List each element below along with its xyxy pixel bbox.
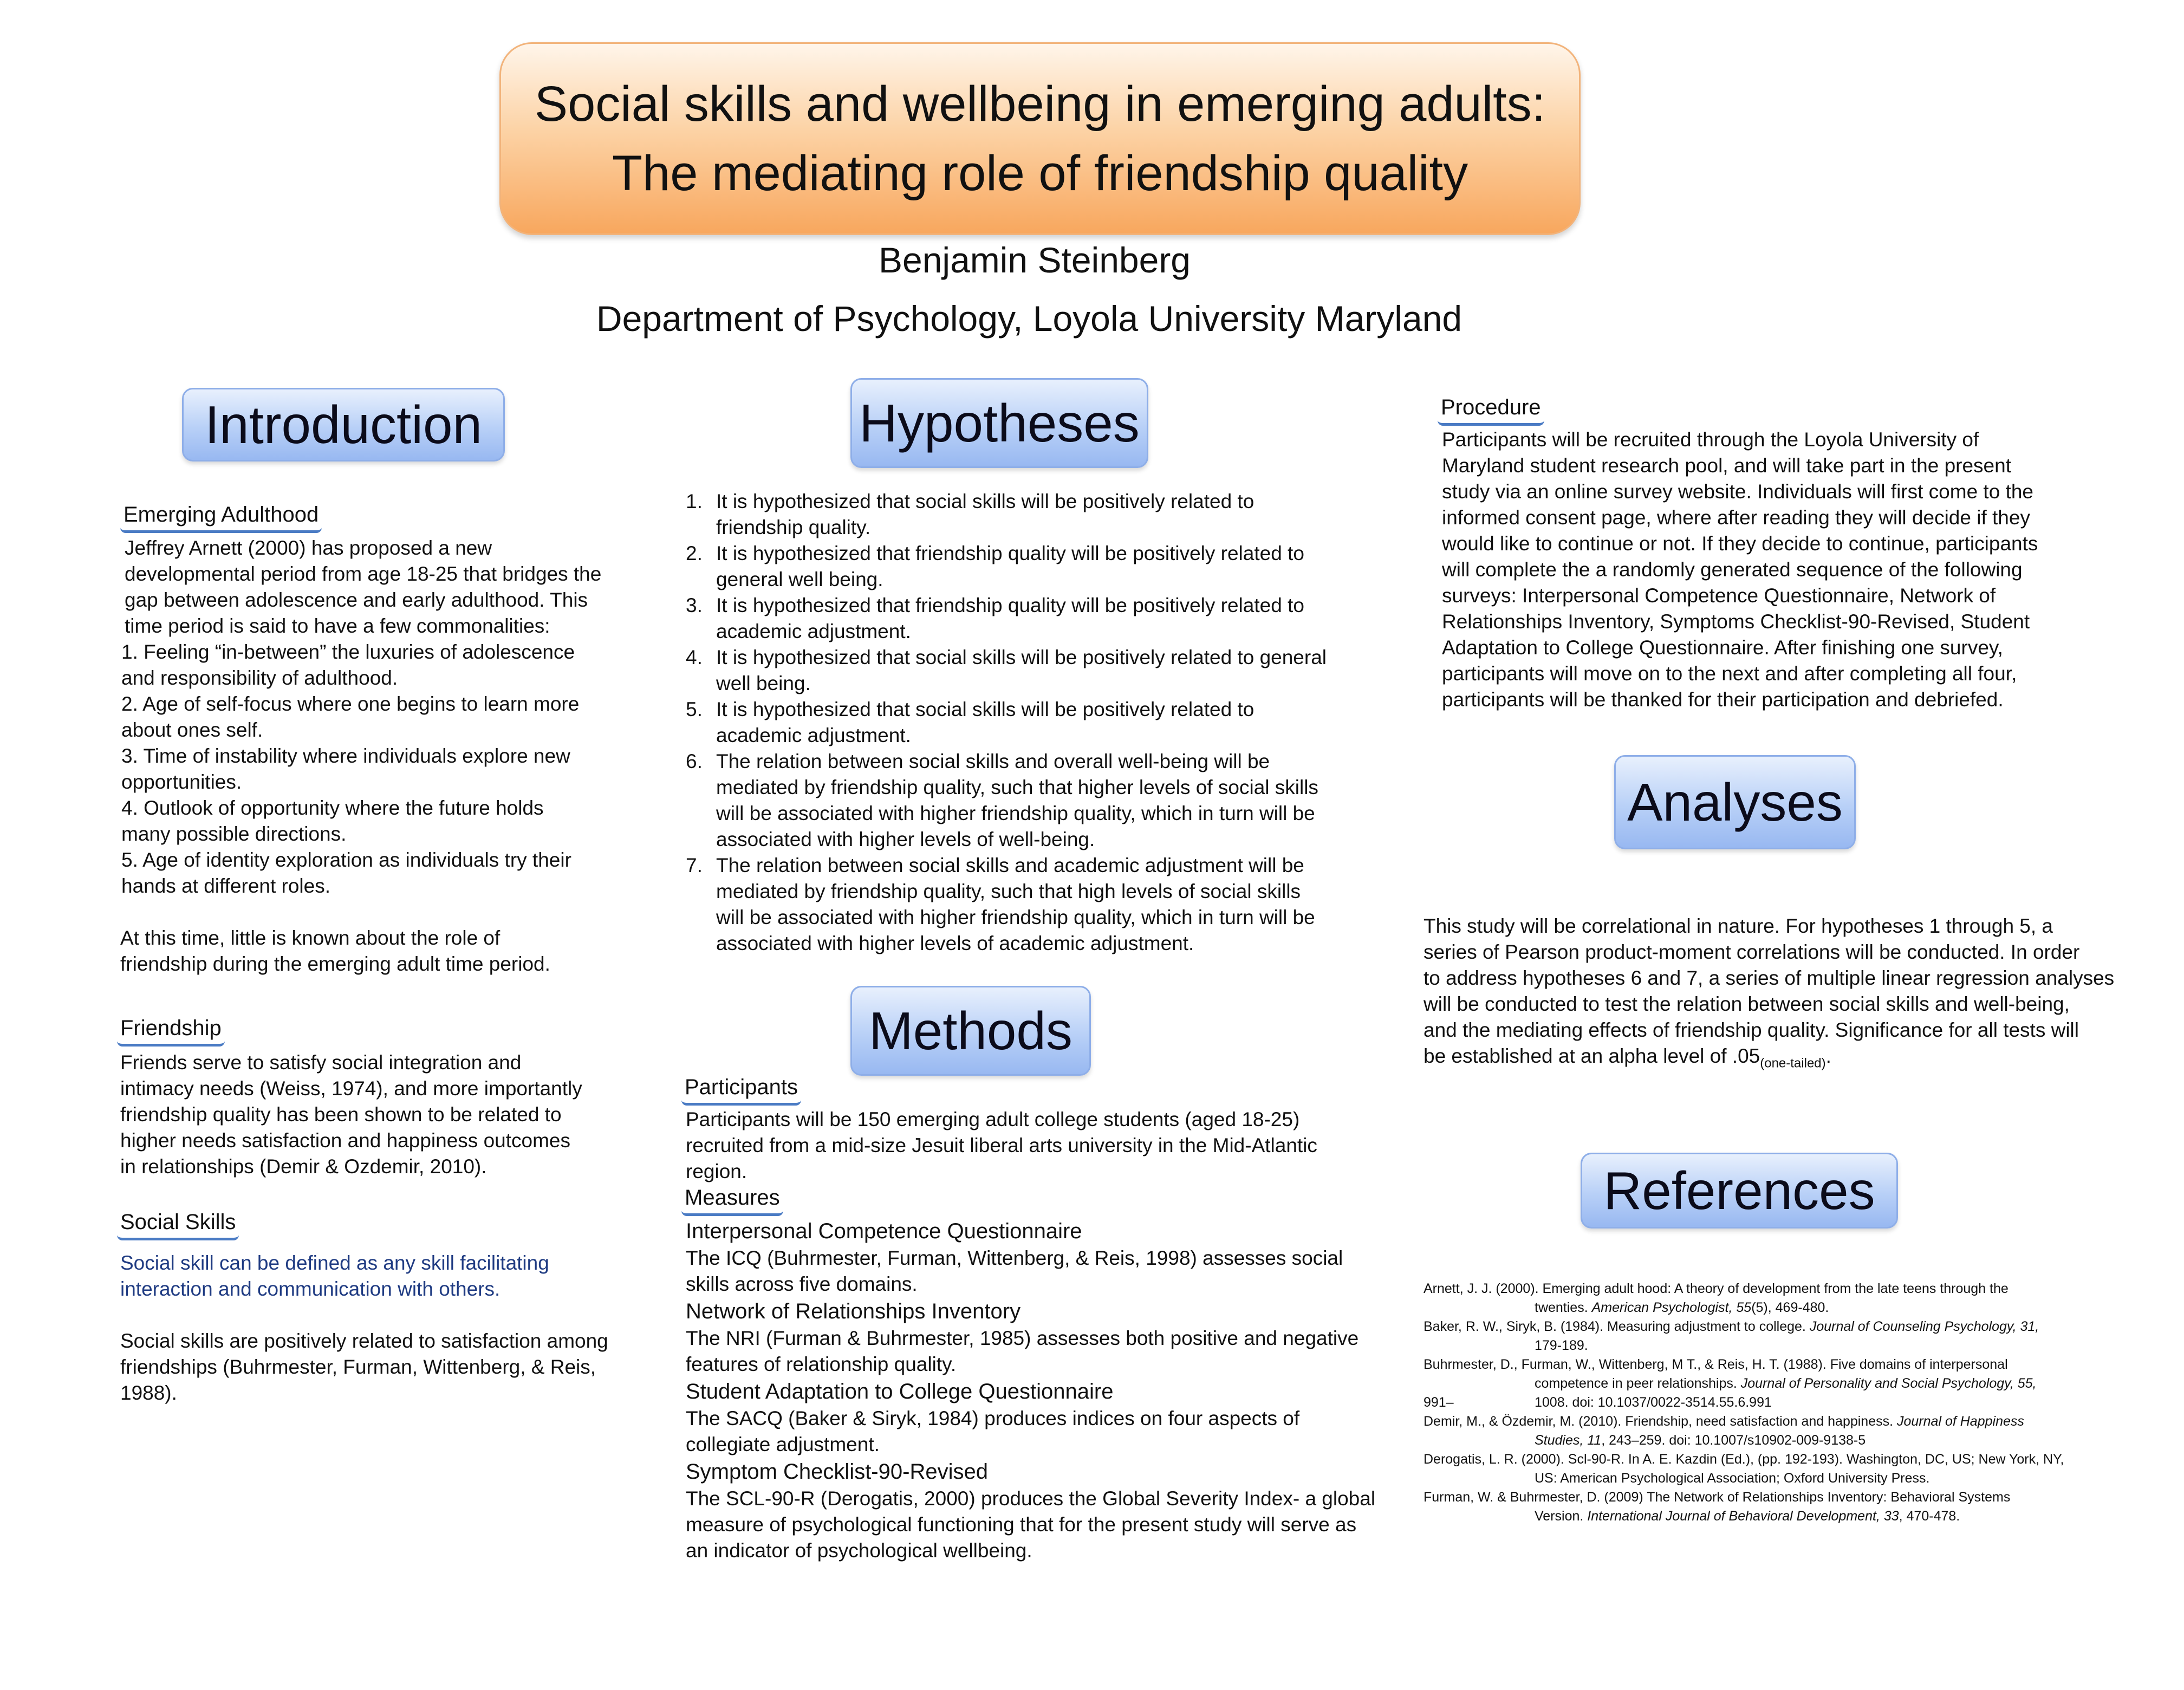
text-line: will be conducted to test the relation between social skills and well-being, [1424,993,2070,1015]
reference-item: Furman, W. & Buhrmester, D. (2009) The Network of Relationships Inventory: Behavioral Systems [1424,1490,2011,1505]
text-line: Jeffrey Arnett (2000) has proposed a new [125,537,492,559]
text-line: friendship during the emerging adult time period. [120,953,550,975]
department: Department of Psychology, Loyola University Maryland [596,298,1462,339]
text-line: The relation between social skills and academic adjustment will be [716,854,1304,876]
text-line: associated with higher levels of well-being. [716,828,1095,850]
text-line: At this time, little is known about the role of [120,927,500,949]
participants-section [681,1075,1380,1564]
text-line: mediated by friendship quality, such that high levels of social skills [716,880,1301,902]
text-line: It is hypothesized that friendship quality will be positively related to [716,594,1304,616]
friendship-section [117,1016,615,1180]
measure-text [686,1245,1380,1297]
hypothesis-item [686,697,1368,749]
text-line: to address hypotheses 6 and 7, a series of multiple linear regression analyses [1424,967,2115,989]
text-line: Friends serve to satisfy social integration and [120,1051,522,1074]
list-number: 5. [686,698,703,720]
reference-continuation [1424,1431,2122,1450]
text-line: This study will be correlational in nature. For hypotheses 1 through 5, a [1424,915,2053,937]
friendship-text [117,1050,615,1180]
participants-text [681,1107,1380,1185]
text-line: participants will be thanked for their participation and debriefed. [1442,688,2004,711]
text-line: intimacy needs (Weiss, 1974), and more importantly [120,1077,582,1100]
reference-continuation [1424,1298,2122,1317]
text-line: friendships (Buhrmester, Furman, Wittenberg, & Reis, [120,1356,596,1378]
measure-text [686,1325,1380,1377]
text-line: The SCL-90-R (Derogatis, 2000) produces the Global Severity Index- a global [686,1487,1376,1510]
list-item: about ones self. [121,719,263,741]
procedure-section [1438,395,2088,713]
ref-italic: American Psychologist, 55 [1591,1300,1752,1315]
hypothesis-item [686,853,1368,957]
text-line: Participants will be 150 emerging adult college students (aged 18-25) [686,1108,1300,1130]
reference-continuation: US: American Psychological Association; Oxford University Press. [1535,1471,1930,1486]
hypothesis-item [686,593,1368,645]
list-item: 4. Outlook of opportunity where the future holds [121,797,544,819]
text-line: The relation between social skills and overall well-being will be [716,750,1270,772]
text-line: in relationships (Demir & Ozdemir, 2010). [120,1155,487,1178]
text-line: and the mediating effects of friendship quality. Significance for all tests will [1424,1019,2079,1041]
text-line: It is hypothesized that social skills will be positively related to [716,490,1254,512]
list-item: 2. Age of self-focus where one begins to learn more [121,693,580,715]
measure-title: Interpersonal Competence Questionnaire [686,1219,1082,1243]
text-line: will complete the a randomly generated sequence of the following [1442,558,2023,581]
text-line: The SACQ (Baker & Siryk, 1984) produces indices on four aspects of [686,1407,1300,1429]
list-number: 6. [686,750,703,772]
text-line: informed consent page, where after reading they will decide if they [1442,506,2030,529]
text-line: mediated by friendship quality, such that higher levels of social skills [716,776,1318,798]
emerging-adulthood-heading: Emerging Adulthood [120,503,322,533]
text-line: Relationships Inventory, Symptoms Checklist-90-Revised, Student [1442,610,2030,633]
list-item: 1. Feeling “in-between” the luxuries of adolescence [121,641,575,663]
list-number: 3. [686,594,703,616]
hypotheses-header: Hypotheses [850,378,1148,468]
friendship-heading: Friendship [117,1016,225,1046]
text-line: Participants will be recruited through the Loyola University of [1442,428,1979,451]
text-line: surveys: Interpersonal Competence Questionnaire, Network of [1442,584,1996,607]
procedure-heading: Procedure [1438,395,1544,426]
reference-item [1424,1412,2122,1431]
ref-text: , 243–259. doi: 10.1007/s10902-009-9138-5 [1601,1433,1866,1448]
ref-text: 991– [1424,1395,1454,1410]
list-number: 7. [686,854,703,876]
reference-item: Arnett, J. J. (2000). Emerging adult hood: A theory of development from the late teens through the [1424,1281,2008,1296]
list-item: many possible directions. [121,823,347,845]
social-skills-heading: Social Skills [117,1210,239,1240]
alpha-subscript: (one-tailed) [1760,1056,1826,1071]
reference-continuation [1424,1374,2122,1393]
emerging-adulthood-text [120,535,619,639]
social-skills-section [117,1210,615,1406]
text-line: gap between adolescence and early adulthood. This [125,589,588,611]
poster-title-line-1: Social skills and wellbeing in emerging adults: [534,76,1546,132]
text-line: would like to continue or not. If they decide to continue, participants [1442,532,2038,555]
emerging-adulthood-section [120,503,619,977]
ref-text: 1008. doi: 10.1037/0022-3514.55.6.991 [1535,1395,1772,1410]
text-line: It is hypothesized that social skills will be positively related to [716,698,1254,720]
introduction-header: Introduction [182,388,505,461]
procedure-text [1438,427,2088,713]
text-line: Adaptation to College Questionnaire. After finishing one survey, [1442,636,2003,659]
title-banner [499,42,1581,235]
text-line: associated with higher levels of academic adjustment. [716,932,1194,954]
participants-heading: Participants [681,1075,801,1106]
text-line: recruited from a mid-size Jesuit liberal arts university in the Mid-Atlantic [686,1134,1317,1156]
text-line: 1988). [120,1382,177,1404]
period: . [1825,1045,1831,1067]
analyses-text [1424,913,2122,1076]
commonalities-list [120,639,619,899]
text-line: It is hypothesized that social skills will be positively related to general [716,646,1327,668]
measures-heading: Measures [681,1186,783,1216]
text-line: study via an online survey website. Individuals will first come to the [1442,480,2034,503]
measure-text [686,1406,1380,1458]
text-line: interaction and communication with others. [120,1278,500,1300]
text-line: general well being. [716,568,883,590]
list-number: 2. [686,542,703,564]
text-line: academic adjustment. [716,724,911,746]
text-line: friendship quality. [716,516,871,538]
text-line: collegiate adjustment. [686,1433,880,1455]
list-item: 3. Time of instability where individuals explore new [121,745,570,767]
text-line: will be associated with higher friendship quality, which in turn will be [716,906,1315,928]
text-line [1424,1043,2122,1076]
reference-continuation [1424,1393,2122,1412]
reference-continuation: 179-189. [1535,1338,1588,1353]
text-line: series of Pearson product-moment correlations will be conducted. In order [1424,941,2080,963]
text-line: academic adjustment. [716,620,911,642]
measures-list [681,1217,1380,1564]
author-name: Benjamin Steinberg [878,240,1191,280]
text-line: well being. [716,672,811,694]
text-line: It is hypothesized that friendship quality will be positively related to [716,542,1304,564]
text-line: Maryland student research pool, and will take part in the present [1442,454,2011,477]
text-line: friendship quality has been shown to be related to [120,1103,562,1126]
text-line: higher needs satisfaction and happiness outcomes [120,1129,570,1152]
ref-text: twenties. [1535,1300,1592,1315]
poster-title-line-2: The mediating role of friendship quality [612,146,1468,201]
social-skills-definition [117,1250,615,1302]
measure-text [686,1486,1380,1564]
list-item: opportunities. [121,771,242,793]
ref-italic: Journal of Counseling Psychology, 31, [1809,1319,2039,1334]
reference-item [1424,1317,2122,1336]
text-line: skills across five domains. [686,1273,918,1295]
ref-text: Demir, M., & Özdemir, M. (2010). Friendship, need satisfaction and happiness. [1424,1414,1897,1429]
text-line: features of relationship quality. [686,1353,957,1375]
text-line: The ICQ (Buhrmester, Furman, Wittenberg, & Reis, 1998) assesses social [686,1247,1343,1269]
alpha-text: be established at an alpha level of .05 [1424,1045,1760,1067]
list-number: 4. [686,646,703,668]
ref-text: (5), 469-480. [1751,1300,1829,1315]
reference-item: Buhrmester, D., Furman, W., Wittenberg, M T., & Reis, H. T. (1988). Five domains of interpersonal [1424,1357,2008,1372]
measure-title: Network of Relationships Inventory [686,1299,1021,1323]
reference-continuation [1424,1507,2122,1526]
ref-italic: International Journal of Behavioral Development, 33 [1587,1509,1899,1524]
hypotheses-list [686,489,1368,957]
text-line: Social skill can be defined as any skill facilitating [120,1252,549,1274]
ref-italic: Studies, 11 [1535,1433,1602,1448]
text-line: region. [686,1160,748,1182]
measure-title: Symptom Checklist-90-Revised [686,1460,988,1484]
ref-italic: Journal of Happiness [1897,1414,2024,1429]
text-line: will be associated with higher friendship quality, which in turn will be [716,802,1315,824]
hypothesis-item [686,541,1368,593]
methods-header: Methods [850,986,1091,1076]
list-item: 5. Age of identity exploration as individuals try their [121,849,571,871]
ref-text: , 470-478. [1899,1509,1960,1524]
ref-text: competence in peer relationships. [1535,1376,1741,1391]
text-line: participants will move on to the next and after completing all four, [1442,662,2017,685]
text-line: an indicator of psychological wellbeing. [686,1539,1032,1562]
social-skills-text [117,1328,615,1406]
text-line: developmental period from age 18-25 that bridges the [125,563,602,585]
reference-item: Derogatis, L. R. (2000). Scl-90-R. In A. E. Kazdin (Ed.), (pp. 192-193). Washington, DC, US; New York, NY, [1424,1452,2064,1467]
analyses-header: Analyses [1614,755,1856,849]
emerging-adulthood-closing [120,925,619,977]
hypothesis-item [686,489,1368,541]
ref-text: Version. [1535,1509,1588,1524]
text-line: The NRI (Furman & Buhrmester, 1985) assesses both positive and negative [686,1327,1359,1349]
list-item: and responsibility of adulthood. [121,667,398,689]
references-header: References [1581,1153,1898,1228]
list-number: 1. [686,490,703,512]
text-line: Social skills are positively related to satisfaction among [120,1330,608,1352]
hypothesis-item [686,645,1368,697]
list-item: hands at different roles. [121,875,331,897]
text-line: time period is said to have a few commonalities: [125,615,550,637]
hypothesis-item [686,749,1368,853]
measure-title: Student Adaptation to College Questionnaire [686,1380,1114,1403]
ref-italic: Journal of Personality and Social Psychology, 55, [1740,1376,2037,1391]
text-line: measure of psychological functioning that for the present study will serve as [686,1513,1357,1536]
references-list [1424,1279,2122,1526]
ref-text: Baker, R. W., Siryk, B. (1984). Measuring adjustment to college. [1424,1319,1810,1334]
